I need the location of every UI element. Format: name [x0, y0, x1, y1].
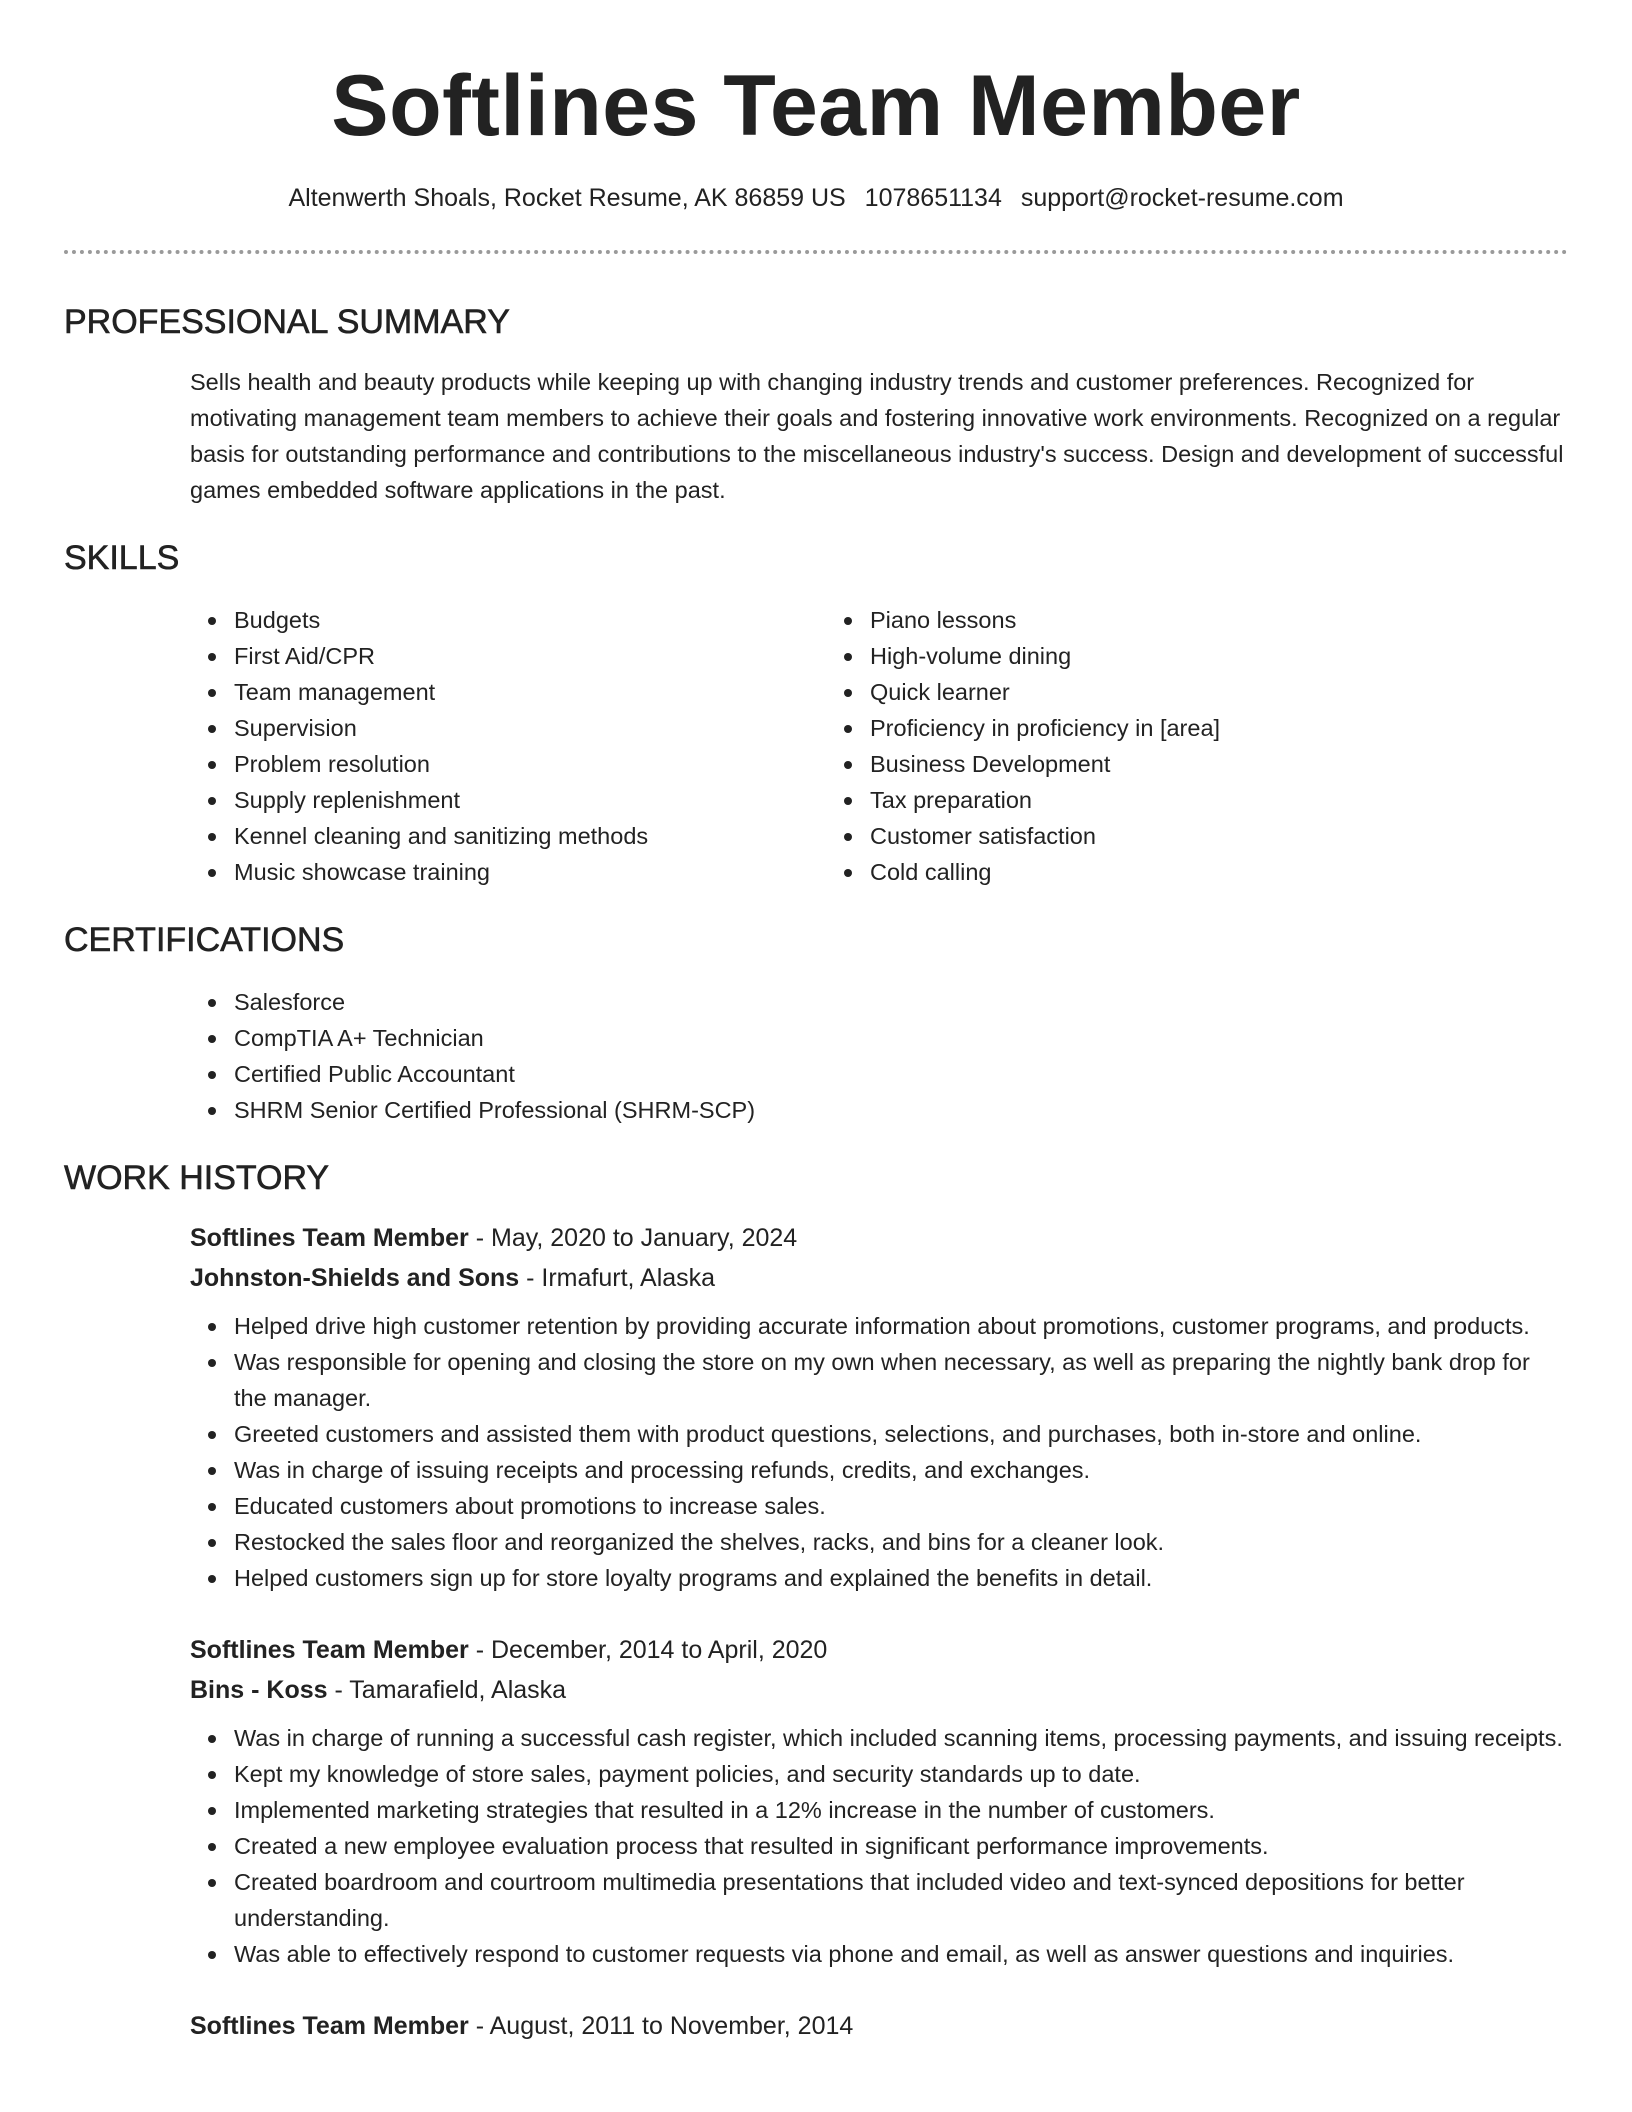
header-divider [64, 250, 1568, 254]
job-dates: - August, 2011 to November, 2014 [468, 2012, 854, 2040]
phone: 1078651134 [864, 184, 1002, 212]
skill-item: Proficiency in proficiency in [area] [870, 710, 1462, 746]
company-name: Johnston-Shields and Sons [190, 1264, 520, 1292]
skill-item: Tax preparation [870, 782, 1462, 818]
job-title: Softlines Team Member [190, 1636, 469, 1664]
skill-item: First Aid/CPR [234, 638, 826, 674]
job-bullet: Created boardroom and courtroom multimedia presentations that included video and text-synced depositions for better understanding. [234, 1864, 1568, 1936]
job-bullet: Was in charge of running a successful cash register, which included scanning items, processing payments, and issuing receipts. [234, 1720, 1568, 1756]
skills-right-list [826, 602, 1462, 890]
skill-item: Music showcase training [234, 854, 826, 890]
email: support@rocket-resume.com [1020, 184, 1344, 212]
work-history-heading: WORK HISTORY [64, 1159, 330, 1197]
certification-item: Certified Public Accountant [234, 1056, 1568, 1092]
certification-item: SHRM Senior Certified Professional (SHRM-SCP) [234, 1092, 1568, 1128]
job-bullet: Was in charge of issuing receipts and processing refunds, credits, and exchanges. [234, 1452, 1568, 1488]
job-dates: - December, 2014 to April, 2020 [468, 1636, 828, 1664]
job-bullet: Created a new employee evaluation process that resulted in significant performance improvements. [234, 1828, 1568, 1864]
skill-item: Business Development [870, 746, 1462, 782]
company-location: - Tamarafield, Alaska [327, 1676, 567, 1704]
job-title-line [190, 1630, 1568, 1670]
certification-item: CompTIA A+ Technician [234, 1020, 1568, 1056]
job-bullet: Helped customers sign up for store loyalty programs and explained the benefits in detail. [234, 1560, 1568, 1596]
skill-item: Customer satisfaction [870, 818, 1462, 854]
job-bullets [190, 1720, 1568, 1972]
skill-item: High-volume dining [870, 638, 1462, 674]
job-dates: - May, 2020 to January, 2024 [468, 1224, 798, 1252]
skill-item: Supply replenishment [234, 782, 826, 818]
skills-heading: SKILLS [64, 539, 180, 577]
job-entry [190, 2006, 1568, 2046]
skill-item: Budgets [234, 602, 826, 638]
job-entry [190, 1630, 1568, 1972]
job-company-line [190, 1258, 1568, 1298]
skill-item: Kennel cleaning and sanitizing methods [234, 818, 826, 854]
skills-left-list [190, 602, 826, 890]
skill-item: Supervision [234, 710, 826, 746]
skill-item: Problem resolution [234, 746, 826, 782]
job-bullet: Educated customers about promotions to increase sales. [234, 1488, 1568, 1524]
job-title-line [190, 1218, 1568, 1258]
job-company-line [190, 1670, 1568, 1710]
skill-item: Piano lessons [870, 602, 1462, 638]
job-bullet: Kept my knowledge of store sales, payment policies, and security standards up to date. [234, 1756, 1568, 1792]
resume-name: Softlines Team Member [331, 58, 1301, 154]
job-bullet: Was responsible for opening and closing the store on my own when necessary, as well as preparing the nightly bank drop for the manager. [234, 1344, 1568, 1416]
skills-columns [190, 602, 1568, 890]
job-bullet: Was able to effectively respond to customer requests via phone and email, as well as answer questions and inquiries. [234, 1936, 1568, 1972]
company-name: Bins - Koss [190, 1676, 328, 1704]
certification-item: Salesforce [234, 984, 1568, 1020]
company-location: - Irmafurt, Alaska [519, 1264, 716, 1292]
job-bullet: Implemented marketing strategies that resulted in a 12% increase in the number of customers. [234, 1792, 1568, 1828]
job-bullet: Helped drive high customer retention by providing accurate information about promotions, customer programs, and products. [234, 1308, 1568, 1344]
job-bullet: Restocked the sales floor and reorganized the shelves, racks, and bins for a cleaner look. [234, 1524, 1568, 1560]
job-title: Softlines Team Member [190, 2012, 469, 2040]
job-bullets [190, 1308, 1568, 1596]
skill-item: Team management [234, 674, 826, 710]
summary-text: Sells health and beauty products while keeping up with changing industry trends and customer preferences. Recognized for motivating management team members to achieve their goals and fostering innovative work environments. Recognized on a regular basis for outstanding performance and contributions to the miscellaneous industry's success. Design and development of successful games embedded software applications in the past. [190, 369, 1564, 503]
skill-item: Cold calling [870, 854, 1462, 890]
address: Altenwerth Shoals, Rocket Resume, AK 86859 US [288, 184, 846, 212]
contact-line [64, 182, 1568, 214]
job-entry [190, 1218, 1568, 1596]
summary-heading: PROFESSIONAL SUMMARY [64, 303, 510, 341]
skill-item: Quick learner [870, 674, 1462, 710]
certifications-heading: CERTIFICATIONS [64, 921, 345, 959]
job-bullet: Greeted customers and assisted them with product questions, selections, and purchases, both in-store and online. [234, 1416, 1568, 1452]
job-title-line [190, 2006, 1568, 2046]
job-title: Softlines Team Member [190, 1224, 469, 1252]
certifications-list [190, 984, 1568, 1128]
work-history-list [64, 1218, 1568, 2046]
